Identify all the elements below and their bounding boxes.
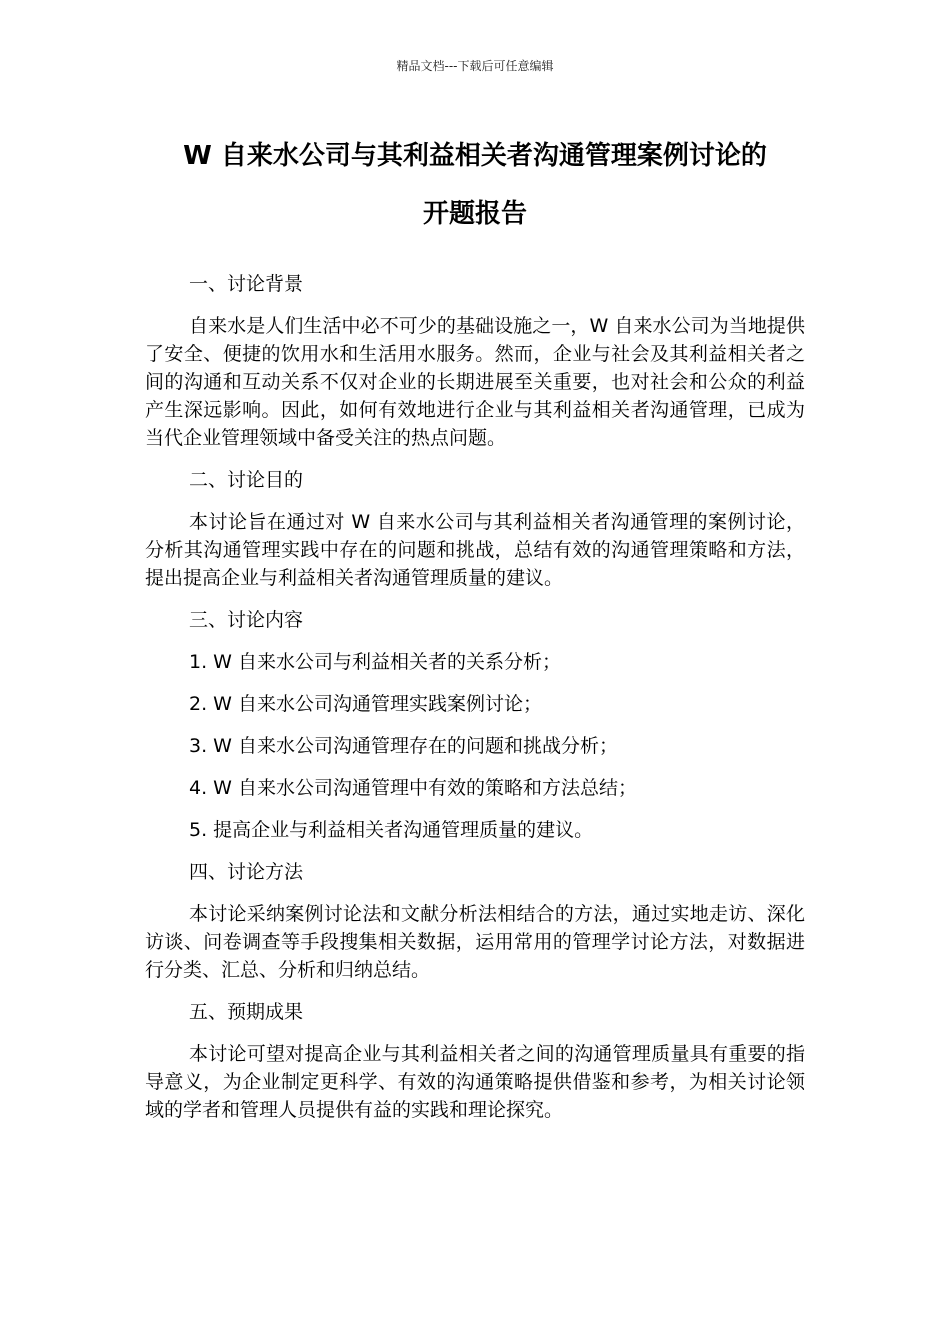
- section-heading-content: 三、讨论内容: [189, 609, 304, 631]
- content-list-item-1: 1. W 自来水公司与利益相关者的关系分析；: [189, 651, 561, 673]
- section-heading-background: 一、讨论背景: [189, 273, 304, 295]
- content-list-item-4: 4. W 自来水公司沟通管理中有效的策略和方法总结；: [189, 777, 637, 799]
- section-text-purpose: 本讨论旨在通过对 W 自来水公司与其利益相关者沟通管理的案例讨论，分析其沟通管理实践中存在的问题和挑战，总结有效的沟通管理策略和方法，提出提高企业与利益相关者沟通管理质量的建议。: [145, 511, 805, 589]
- section-text-results: 本讨论可望对提高企业与其利益相关者之间的沟通管理质量具有重要的指导意义，为企业制定更科学、有效的沟通策略提供借鉴和参考，为相关讨论领域的学者和管理人员提供有益的实践和理论探究。: [145, 1043, 805, 1121]
- document-body: [145, 270, 805, 1138]
- section-heading-results: 五、预期成果: [189, 1001, 304, 1023]
- content-list-item-5: 5. 提高企业与利益相关者沟通管理质量的建议。: [189, 819, 594, 841]
- section-heading-purpose: 二、讨论目的: [189, 469, 304, 491]
- section-text-method: 本讨论采纳案例讨论法和文献分析法相结合的方法，通过实地走访、深化访谈、问卷调查等手段搜集相关数据，运用常用的管理学讨论方法，对数据进行分类、汇总、分析和归纳总结。: [145, 903, 805, 981]
- document-title-line-2: 开题报告: [422, 199, 527, 229]
- section-text-background: 自来水是人们生活中必不可少的基础设施之一，W 自来水公司为当地提供了安全、便捷的饮用水和生活用水服务。然而，企业与社会及其利益相关者之间的沟通和互动关系不仅对企业的长期进展至关重要，也对社会和公众的利益产生深远影响。因此，如何有效地进行企业与其利益相关者沟通管理，已成为当代企业管理领域中备受关注的热点问题。: [145, 315, 805, 449]
- header-note: 精品文档---下载后可任意编辑: [396, 59, 554, 73]
- document-title-line-1: W 自来水公司与其利益相关者沟通管理案例讨论的: [183, 141, 767, 171]
- content-list-item-2: 2. W 自来水公司沟通管理实践案例讨论；: [189, 693, 542, 715]
- section-heading-method: 四、讨论方法: [189, 861, 304, 883]
- content-list-item-3: 3. W 自来水公司沟通管理存在的问题和挑战分析；: [189, 735, 618, 757]
